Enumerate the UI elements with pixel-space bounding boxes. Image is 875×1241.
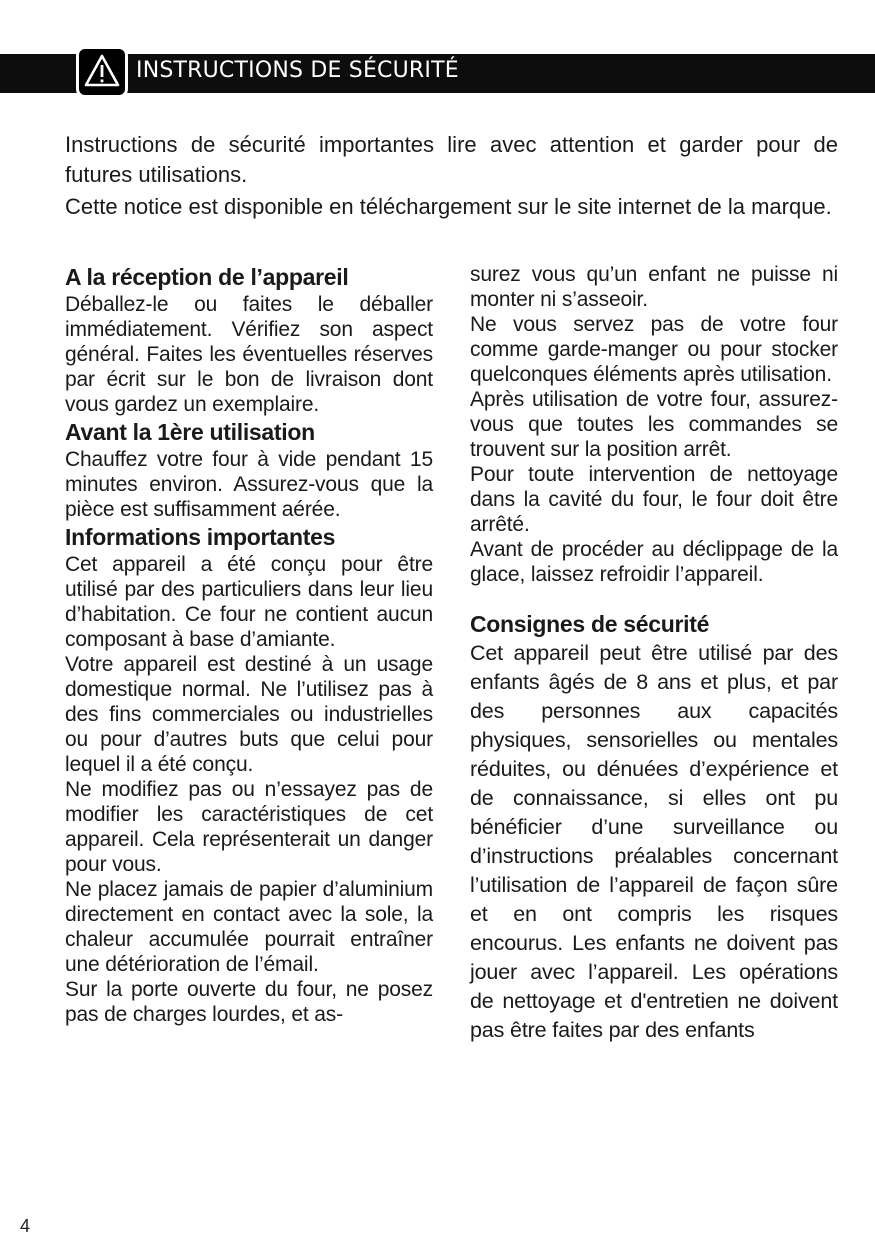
- paragraph-domestic-use: Votre appareil est destiné à un usage domestique normal. Ne l’utilisez pas à des fins commerciales ou industrielles ou pour d’autres buts que celui pour lequel il a été conçu.: [65, 653, 433, 776]
- paragraph-door-load: Sur la porte ouverte du four, ne posez pas de charges lourdes, et as-: [65, 978, 433, 1026]
- paragraph-door-children: surez vous qu’un enfant ne puisse ni monter ni s’asseoir.: [470, 263, 838, 311]
- paragraph-storage: Ne vous servez pas de votre four comme garde-manger ou pour stocker quelconques éléments après utilisation.: [470, 313, 838, 386]
- paragraph-aluminium: Ne placez jamais de papier d’aluminium directement en contact avec la sole, la chaleur accumulée pourrait entraîner une détérioration de l’émail.: [65, 878, 433, 976]
- heading-important-info: Informations importantes: [65, 524, 336, 550]
- heading-first-use: Avant la 1ère utilisation: [65, 419, 315, 445]
- paragraph-design: Cet appareil a été conçu pour être utilisé par des particuliers dans leur lieu d’habitation. Ce four ne contient aucun composant à base d’amiante.: [65, 553, 433, 651]
- paragraph-no-modification: Ne modifiez pas ou n’essayez pas de modifier les caractéristiques de cet appareil. Cela représenterait un danger pour vous.: [65, 778, 433, 876]
- left-column: [65, 262, 433, 1027]
- paragraph-cleaning: Pour toute intervention de nettoyage dans la cavité du four, le four doit être arrêté.: [470, 463, 838, 536]
- intro-paragraph-2: Cette notice est disponible en téléchargement sur le site internet de la marque.: [65, 194, 832, 219]
- paragraph-children-safety: Cet appareil peut être utilisé par des enfants âgés de 8 ans et plus, et par des personnes aux capacités physiques, sensorielles ou mentales réduites, ou dénuées d’expérience et de connaissance, si elles ont pu bénéficier d’une surveillance ou d’instructions préalables concernant l’utilisation de l’appareil de façon sûre et en ont compris les risques encourus. Les enfants ne doivent pas jouer avec l’appareil. Les opérations de nettoyage et d'entretien ne doivent pas être faites par des enfants: [470, 641, 838, 1042]
- heading-reception: A la réception de l’appareil: [65, 264, 349, 290]
- paragraph-glass: Avant de procéder au déclippage de la glace, laissez refroidir l’appareil.: [470, 538, 838, 586]
- intro-paragraph-1: Instructions de sécurité importantes lire avec attention et garder pour de futures utilisations.: [65, 132, 838, 187]
- heading-safety-instructions: Consignes de sécurité: [470, 611, 710, 637]
- warning-badge: [76, 46, 128, 98]
- paragraph-controls-off: Après utilisation de votre four, assurez-vous que toutes les commandes se trouvent sur la position arrêt.: [470, 388, 838, 461]
- right-column: [470, 262, 838, 1045]
- page-number: 4: [20, 1216, 31, 1236]
- warning-triangle-icon: [83, 52, 121, 90]
- paragraph-first-use: Chauffez votre four à vide pendant 15 minutes environ. Assurez-vous que la pièce est suffisamment aérée.: [65, 448, 433, 521]
- intro-text: [65, 130, 838, 224]
- paragraph-reception: Déballez-le ou faites le déballer immédiatement. Vérifiez son aspect général. Faites les éventuelles réserves par écrit sur le bon de livraison dont vous gardez un exemplaire.: [65, 293, 433, 416]
- section-title: INSTRUCTIONS DE SÉCURITÉ: [136, 58, 459, 83]
